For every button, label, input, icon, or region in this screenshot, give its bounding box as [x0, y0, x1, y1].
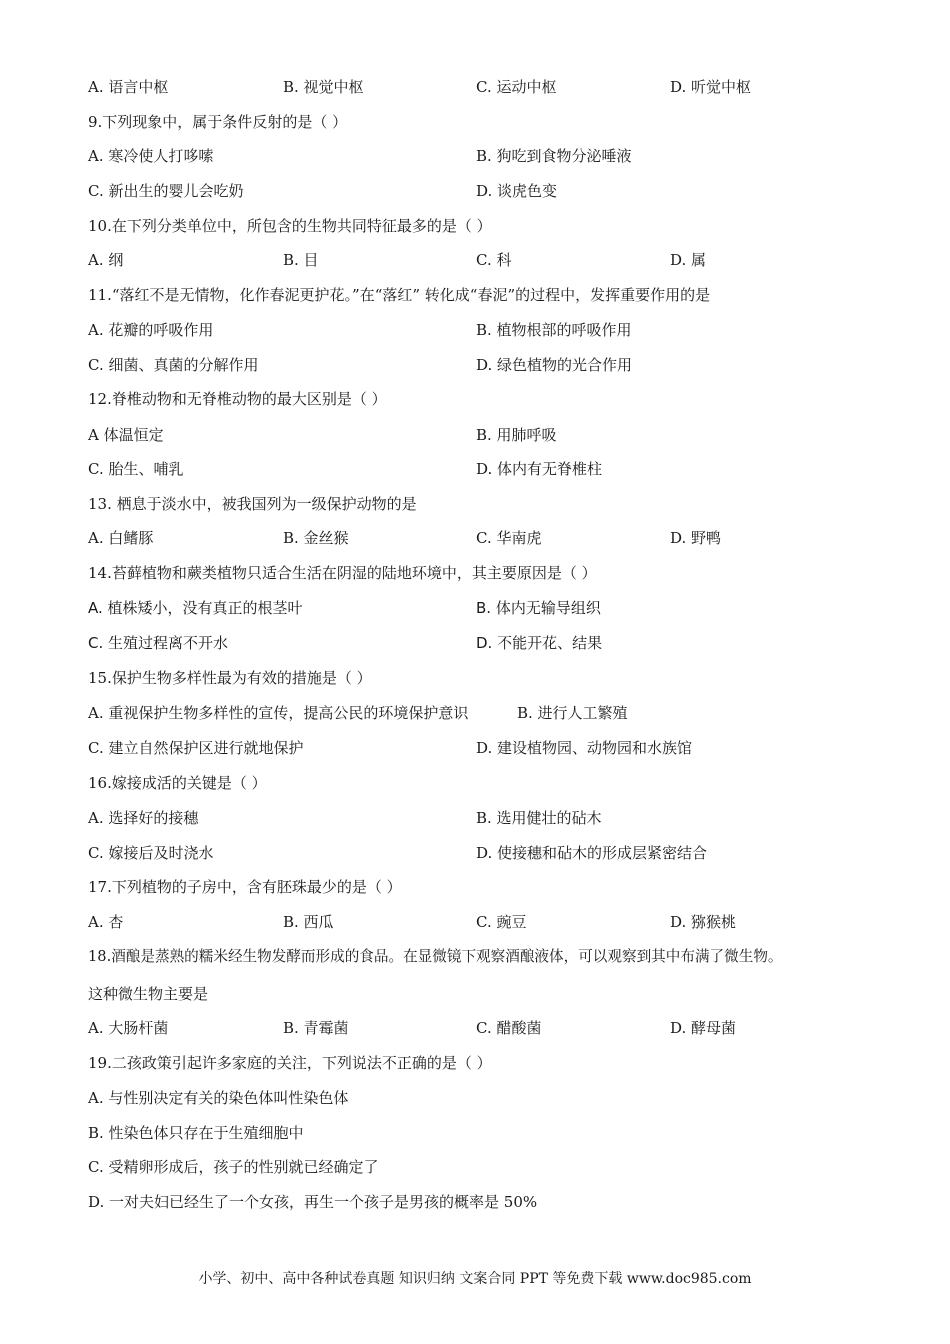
q12-option-d: D. 体内有无脊椎柱 [476, 460, 603, 478]
q19-option-b: B. 性染色体只存在于生殖细胞中 [88, 1124, 304, 1142]
q16-option-c: C. 嫁接后及时浇水 [88, 844, 214, 862]
q14-option-c: C. 生殖过程离不开水 [88, 634, 229, 652]
q13-option-c: C. 华南虎 [476, 529, 542, 547]
q9-option-c: C. 新出生的婴儿会吃奶 [88, 182, 244, 200]
q11-option-d: D. 绿色植物的光合作用 [476, 356, 633, 374]
q16-stem: 16.嫁接成活的关键是（ ） [88, 774, 267, 792]
q15-option-c: C. 建立自然保护区进行就地保护 [88, 739, 304, 757]
q10-option-b: B. 目 [283, 251, 319, 269]
q11-option-b: B. 植物根部的呼吸作用 [476, 321, 632, 339]
q15-option-d: D. 建设植物园、动物园和水族馆 [476, 739, 693, 757]
q13-option-a: A. 白鳍豚 [88, 529, 154, 547]
q13-stem: 13. 栖息于淡水中，被我国列为一级保护动物的是 [88, 495, 417, 513]
q10-stem: 10.在下列分类单位中，所包含的生物共同特征最多的是（ ） [88, 217, 492, 235]
q18-option-a: A. 大肠杆菌 [88, 1019, 169, 1037]
q18-option-c: C. 醋酸菌 [476, 1019, 542, 1037]
q16-option-b: B. 选用健壮的砧木 [476, 809, 602, 827]
q14-stem: 14.苔藓植物和蕨类植物只适合生活在阴湿的陆地环境中，其主要原因是（ ） [88, 564, 597, 582]
q8-option-b: B. 视觉中枢 [283, 78, 364, 96]
q8-option-d: D. 听觉中枢 [670, 78, 752, 96]
q10-option-a: A. 纲 [88, 251, 124, 269]
q8-option-a: A. 语言中枢 [88, 78, 169, 96]
q17-option-a: A. 杏 [88, 913, 124, 931]
q17-option-b: B. 西瓜 [283, 913, 334, 931]
q13-option-d: D. 野鸭 [670, 529, 722, 547]
q19-stem: 19.二孩政策引起许多家庭的关注，下列说法不正确的是（ ） [88, 1054, 492, 1072]
q8-option-c: C. 运动中枢 [476, 78, 557, 96]
q9-stem: 9.下列现象中，属于条件反射的是（ ） [88, 113, 348, 131]
q9-option-a: A. 寒冷使人打哆嗦 [88, 147, 214, 165]
q11-stem: 11.“落红不是无情物，化作春泥更护花。”在“落红” 转化成“春泥”的过程中，发挥重要作用的是 [88, 286, 711, 304]
q16-option-a: A. 选择好的接穗 [88, 809, 199, 827]
q18-option-b: B. 青霉菌 [283, 1019, 349, 1037]
q12-option-a: A 体温恒定 [88, 426, 164, 444]
q11-option-c: C. 细菌、真菌的分解作用 [88, 356, 259, 374]
q17-option-d: D. 猕猴桃 [670, 913, 737, 931]
q16-option-d: D. 使接穗和砧木的形成层紧密结合 [476, 844, 708, 862]
q18-stem-continued: 这种微生物主要是 [88, 985, 209, 1003]
q19-option-d: D. 一对夫妇已经生了一个女孩，再生一个孩子是男孩的概率是 50% [88, 1193, 538, 1211]
q15-option-a: A. 重视保护生物多样性的宣传，提高公民的环境保护意识 [88, 704, 469, 722]
q19-option-c: C. 受精卵形成后，孩子的性别就已经确定了 [88, 1158, 379, 1176]
q15-option-b: B. 进行人工繁殖 [517, 704, 628, 722]
q11-option-a: A. 花瓣的呼吸作用 [88, 321, 214, 339]
q17-stem: 17.下列植物的子房中，含有胚珠最少的是（ ） [88, 878, 402, 896]
q17-option-c: C. 豌豆 [476, 913, 527, 931]
page-footer: 小学、初中、高中各种试卷真题 知识归纳 文案合同 PPT 等免费下载 www.doc985.com [198, 1271, 752, 1287]
q14-option-a: A. 植株矮小，没有真正的根茎叶 [88, 599, 303, 617]
q18-stem: 18.酒酿是蒸熟的糯米经生物发酵而形成的食品。在显微镜下观察酒酿液体，可以观察到其中布满了微生物。 [88, 948, 783, 965]
q14-option-b: B. 体内无输导组织 [476, 599, 601, 617]
q18-option-d: D. 酵母菌 [670, 1019, 737, 1037]
q19-option-a: A. 与性别决定有关的染色体叫性染色体 [88, 1089, 349, 1107]
q12-stem: 12.脊椎动物和无脊椎动物的最大区别是（ ） [88, 390, 387, 408]
q12-option-c: C. 胎生、哺乳 [88, 460, 184, 478]
q9-option-b: B. 狗吃到食物分泌唾液 [476, 147, 632, 165]
q13-option-b: B. 金丝猴 [283, 529, 349, 547]
q14-option-d: D. 不能开花、结果 [476, 634, 603, 652]
q9-option-d: D. 谈虎色变 [476, 182, 558, 200]
q10-option-c: C. 科 [476, 251, 512, 269]
q15-stem: 15.保护生物多样性最为有效的措施是（ ） [88, 669, 372, 687]
q10-option-d: D. 属 [670, 251, 707, 269]
q12-option-b: B. 用肺呼吸 [476, 426, 557, 444]
